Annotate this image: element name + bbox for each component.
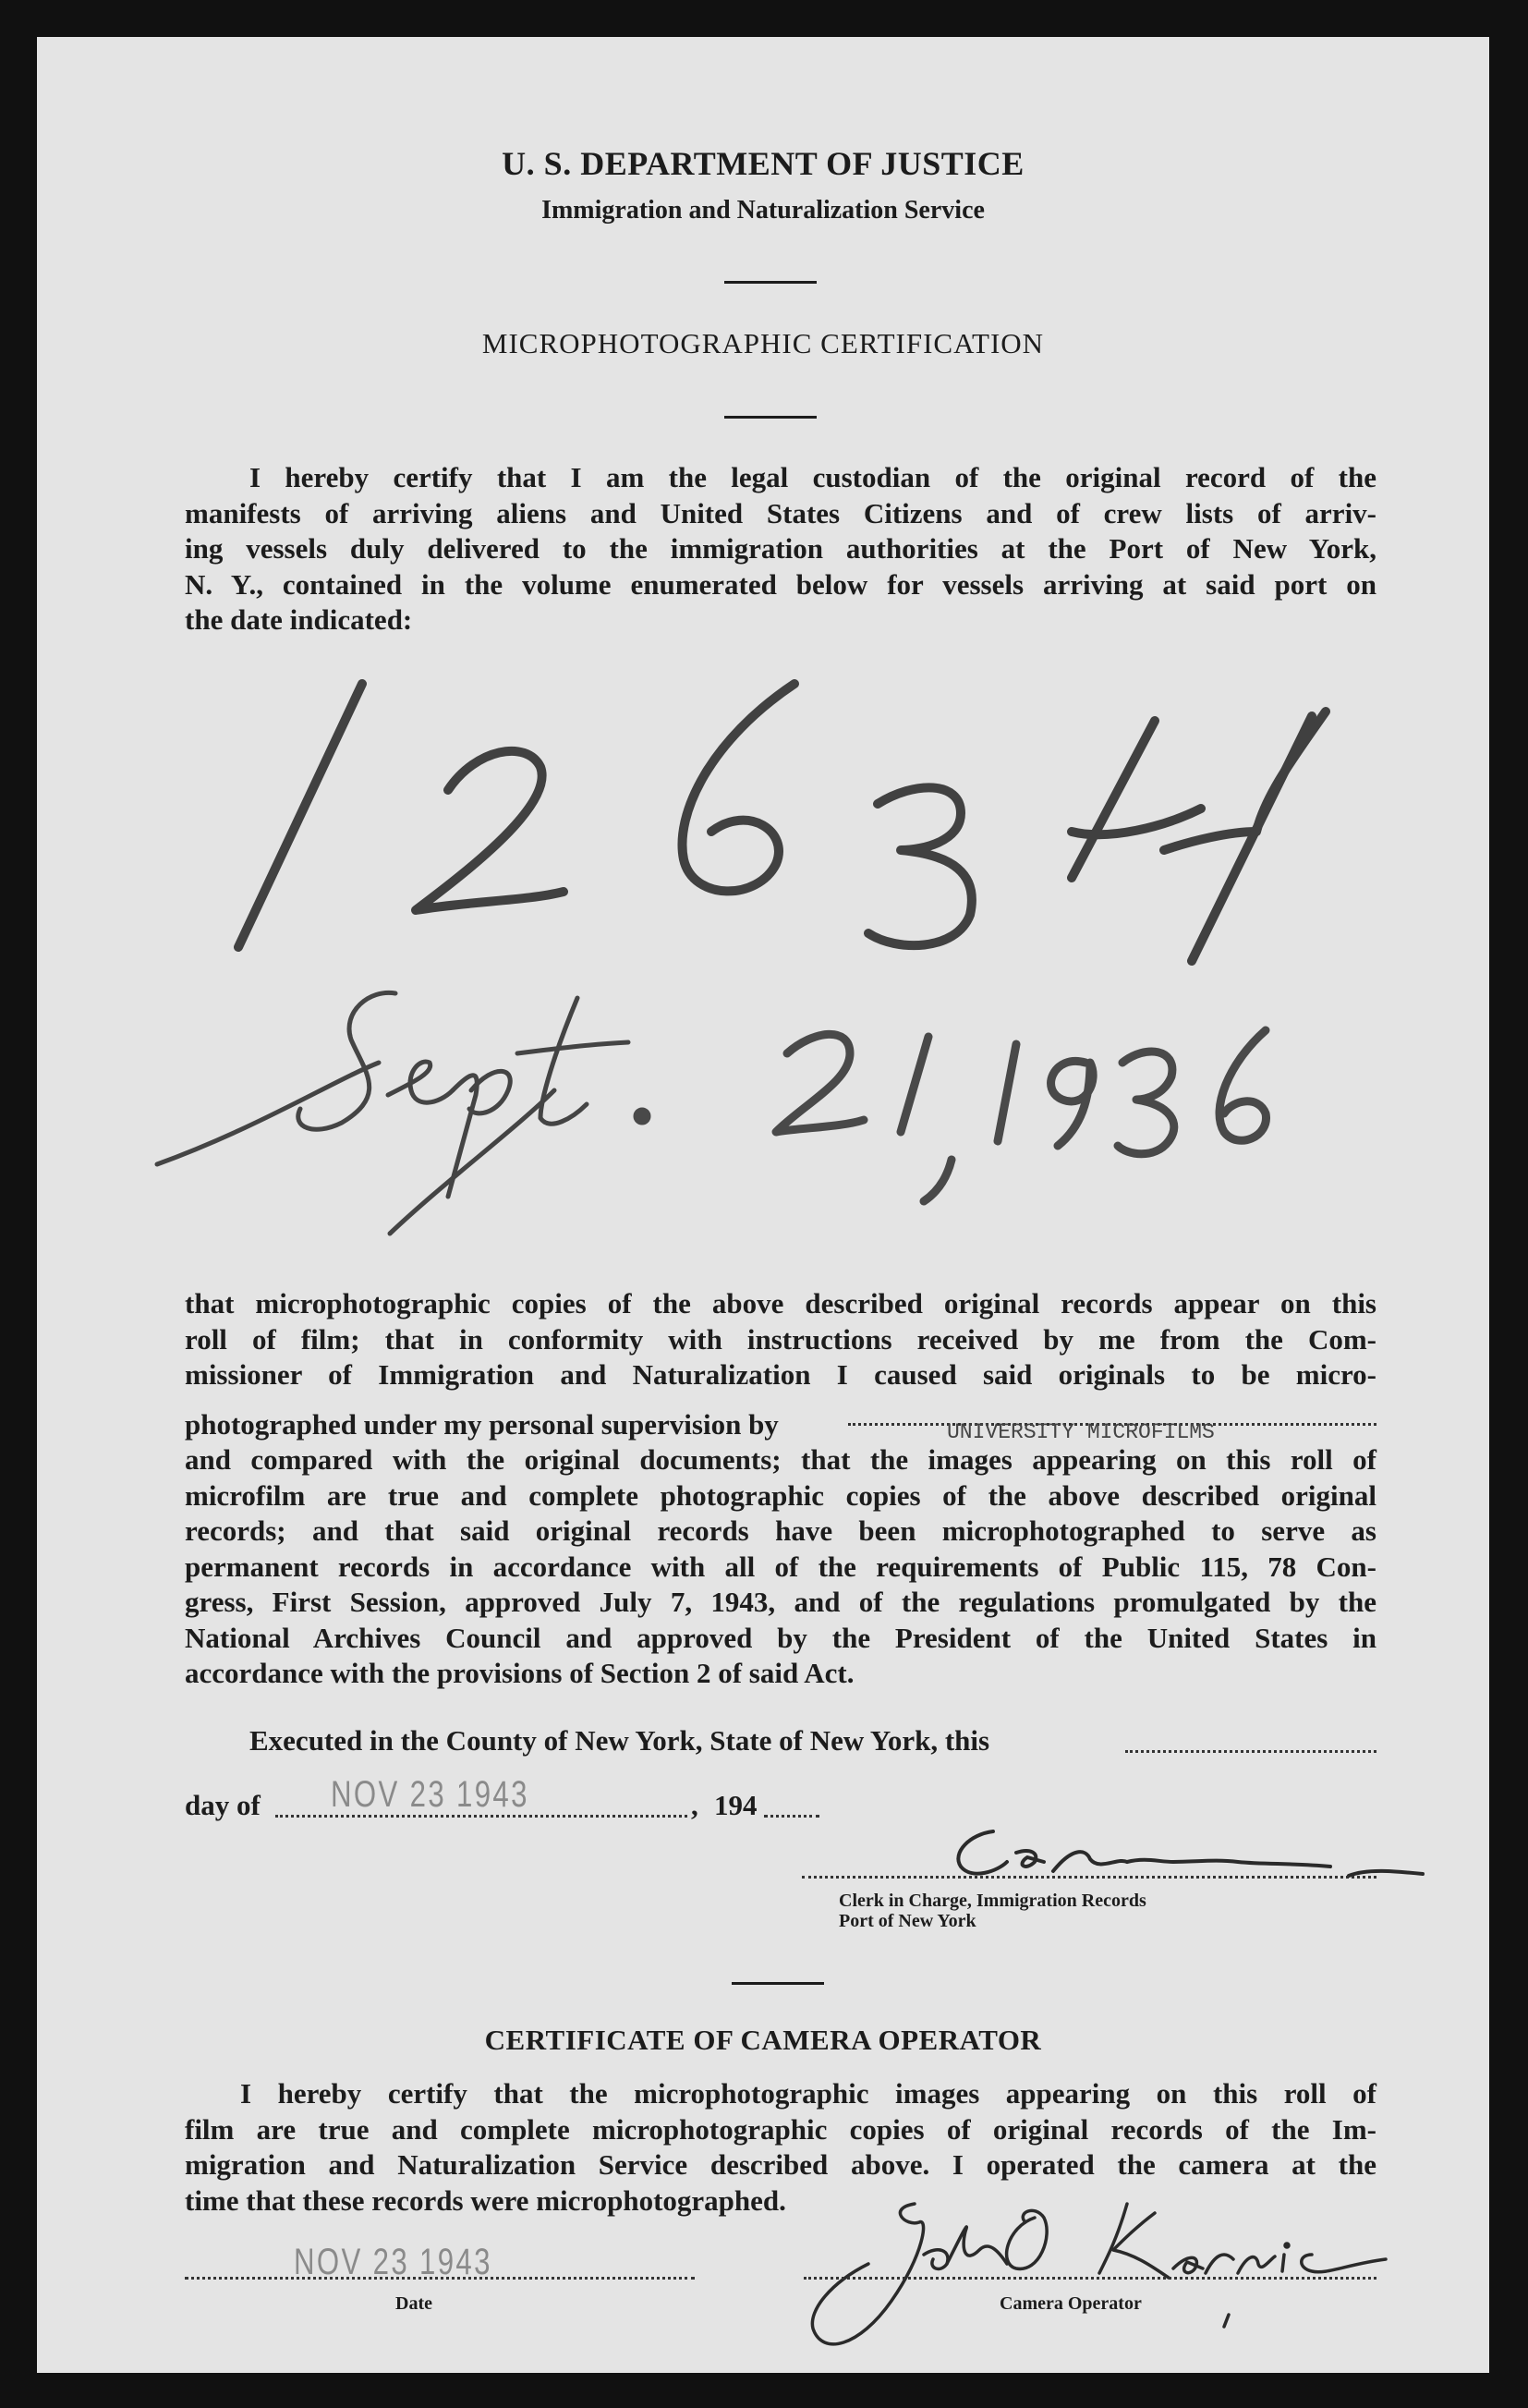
camera-operator-signature bbox=[37, 37, 1489, 2384]
camera-date-stamp: NOV 23 1943 bbox=[294, 2242, 492, 2282]
microfilm-company: UNIVERSITY MICROFILMS bbox=[947, 1420, 1215, 1444]
comma: , bbox=[691, 1789, 698, 1821]
body-line: roll of film; that in conformity with instructions received by me from the Com- bbox=[185, 1322, 1376, 1356]
body-line: accordance with the provisions of Section 2 of said Act. bbox=[185, 1657, 855, 1689]
body-line: microfilm are true and complete photographic copies of the above described original bbox=[185, 1478, 1376, 1512]
date-stamp: NOV 23 1943 bbox=[331, 1774, 529, 1815]
camera-operator-line bbox=[804, 2277, 1376, 2280]
certificate-page bbox=[37, 37, 1489, 2373]
camera-certificate-heading: CERTIFICATE OF CAMERA OPERATOR bbox=[484, 2024, 1042, 2056]
camera-line: film are true and complete microphotographic copies of original records of the Im- bbox=[185, 2112, 1376, 2146]
body-line: that microphotographic copies of the above described original records appear on this bbox=[185, 1287, 1376, 1320]
body-line: National Archives Council and approved by the President of the United States in bbox=[185, 1621, 1376, 1654]
supervision-prefix: photographed under my personal supervision by bbox=[185, 1408, 779, 1441]
year-prefix: 194 bbox=[714, 1789, 758, 1821]
body-line: and compared with the original documents; that the images appearing on this roll of bbox=[185, 1443, 1376, 1476]
cert-line: manifests of arriving aliens and United States Citizens and of crew lists of arriv- bbox=[185, 496, 1376, 529]
cert-line: I hereby certify that I am the legal custodian of the original record of the bbox=[249, 461, 1376, 493]
clerk-title-2: Port of New York bbox=[839, 1911, 976, 1931]
camera-line: I hereby certify that the microphotographic images appearing on this roll of bbox=[240, 2077, 1376, 2110]
body-line: gress, First Session, approved July 7, 1943, and of the regulations promulgated by the bbox=[185, 1586, 1376, 1618]
form-title: MICROPHOTOGRAPHIC CERTIFICATION bbox=[481, 327, 1045, 359]
clerk-title-1: Clerk in Charge, Immigration Records bbox=[839, 1891, 1146, 1911]
cert-line: ing vessels duly delivered to the immigration authorities at the Port of New York, bbox=[185, 532, 1376, 565]
body-line: records; and that said original records have been microphotographed to serve as bbox=[185, 1514, 1376, 1547]
agency-title: U. S. DEPARTMENT OF JUSTICE bbox=[502, 145, 1025, 182]
cert-line: the date indicated: bbox=[185, 603, 413, 636]
cert-line: N. Y., contained in the volume enumerated below for vessels arriving at said port on bbox=[185, 567, 1376, 601]
date-label: Date bbox=[395, 2293, 432, 2314]
camera-line: migration and Naturalization Service described above. I operated the camera at the bbox=[185, 2148, 1376, 2181]
service-subtitle: Immigration and Naturalization Service bbox=[541, 196, 985, 225]
executed-text: Executed in the County of New York, State of New York, this bbox=[249, 1724, 990, 1757]
body-line: permanent records in accordance with all of the requirements of Public 115, 78 Con- bbox=[185, 1550, 1376, 1583]
day-of-label: day of bbox=[185, 1789, 261, 1821]
camera-operator-label: Camera Operator bbox=[1000, 2293, 1142, 2314]
camera-line: time that these records were microphotographed. bbox=[185, 2183, 786, 2217]
body-line: missioner of Immigration and Naturalization I caused said originals to be micro- bbox=[185, 1358, 1376, 1391]
